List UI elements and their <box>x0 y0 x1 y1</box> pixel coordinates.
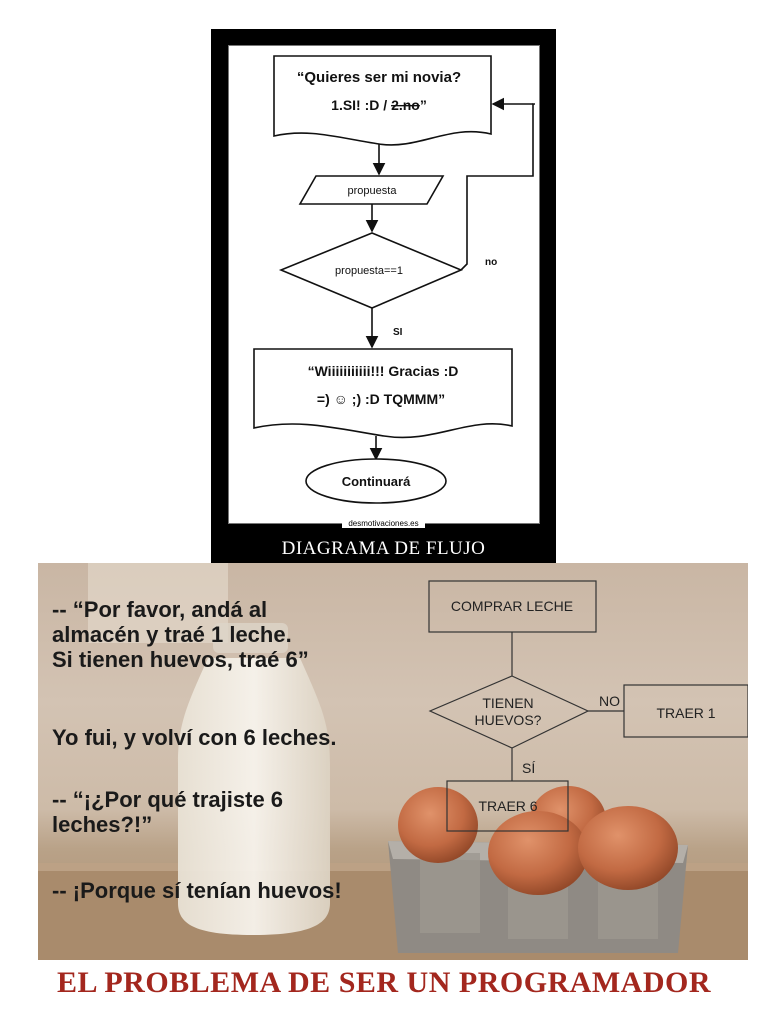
output-line1: “Wiiiiiiiiiii!!! Gracias :D <box>307 363 459 379</box>
comprar-leche-label: COMPRAR LECHE <box>450 598 574 614</box>
bottom-title: EL PROBLEMA DE SER UN PROGRAMADOR <box>56 966 712 999</box>
poster-flowchart-panel <box>228 45 540 524</box>
decision-label: propuesta==1 <box>335 265 403 277</box>
poster-site-watermark: desmotivaciones.es <box>211 519 556 528</box>
no-label: NO <box>599 693 620 709</box>
punchline: -- ¡Porque sí tenían huevos! <box>52 878 342 903</box>
request-line3: Si tienen huevos, traé 6” <box>52 647 309 672</box>
terminal-label: Continuará <box>341 474 411 489</box>
egg-carton-image <box>388 786 688 953</box>
demotivational-poster <box>211 29 556 563</box>
question-line2 <box>331 97 427 113</box>
question-line1: -- “¡¿Por qué trajiste 6 <box>52 787 284 812</box>
traer-6-label: TRAER 6 <box>478 798 538 814</box>
no-label: no <box>485 257 498 268</box>
proposal-flowchart <box>229 46 539 523</box>
request-line1: -- “Por favor, andá al <box>52 597 268 622</box>
question-line2: leches?!” <box>52 812 153 837</box>
question-yes: 1.SI! :D / <box>331 97 392 113</box>
traer-1-label: TRAER 1 <box>656 705 716 721</box>
request-line2: almacén y traé 1 leche. <box>52 622 292 647</box>
question-no-struck: 2.no <box>391 97 420 113</box>
poster-title: DIAGRAMA DE FLUJO <box>281 538 486 559</box>
result-line: Yo fui, y volví con 6 leches. <box>52 725 337 750</box>
si-label: SI <box>393 327 403 338</box>
question-line1: “Quieres ser mi novia? <box>296 69 462 86</box>
output-line2: =) ☺ ;) :D TQMMM” <box>316 391 446 407</box>
decision-line1: TIENEN <box>482 695 534 711</box>
decision-line2: HUEVOS? <box>474 712 542 728</box>
input-label: propuesta <box>347 185 397 197</box>
question-quote <box>52 787 283 837</box>
question-close-quote: ” <box>419 97 427 113</box>
si-label: SÍ <box>522 760 536 776</box>
request-quote <box>52 597 309 672</box>
meme-photo <box>38 563 748 960</box>
